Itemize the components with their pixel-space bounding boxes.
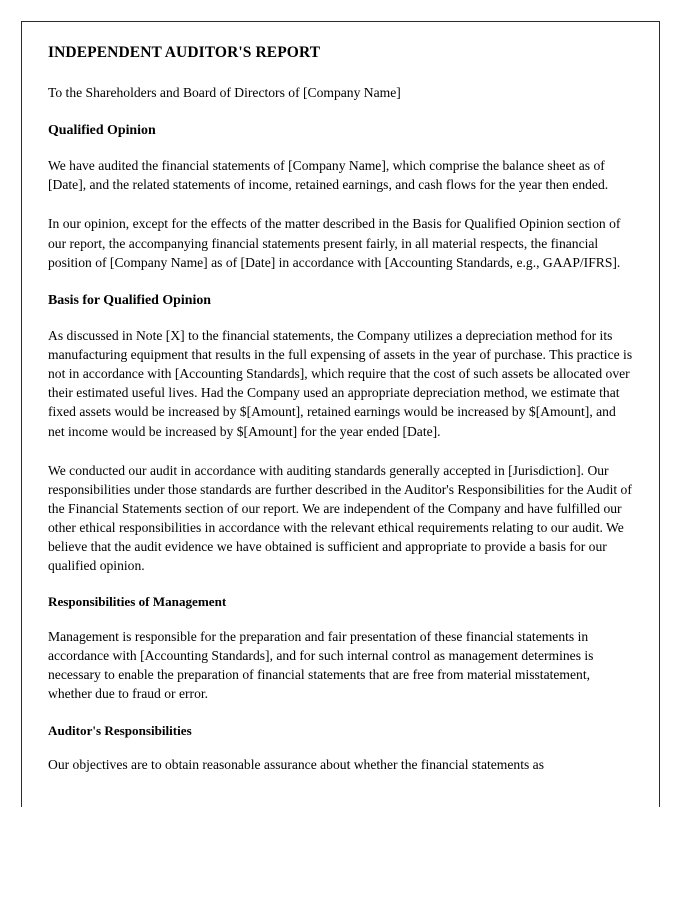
paragraph-opinion-statement: In our opinion, except for the effects of the matter described in the Basis for Qualified Opinion section of our report, the accompanying financial statements present fairly, in all material respects, the financial position of [Company Name] as of [Date] in accordance with [Accounting Standards, e.g., GAAP/IFRS]. xyxy=(48,216,621,270)
section-heading-auditors-responsibilities: Auditor's Responsibilities xyxy=(48,722,192,738)
document-page xyxy=(21,21,660,807)
paragraph-audited-statements: We have audited the financial statements of [Company Name], which comprise the balance sheet as of [Date], and the related statements of income, retained earnings, and cash flows for the year then ended. xyxy=(48,158,609,193)
page-title: INDEPENDENT AUDITOR'S REPORT xyxy=(48,44,321,61)
paragraph-depreciation-method: As discussed in Note [X] to the financial statements, the Company utilizes a depreciation method for its manufacturing equipment that results in the full expensing of assets in the year of purchase. This practice is not in accordance with [Accounting Standards], which require that the cost of such assets be allocated over their estimated useful lives. Had the Company used an appropriate depreciation method, we estimate that fixed assets would be increased by $[Amount], retained earnings would be increased by $[Amount], and net income would be increased by $[Amount] for the year ended [Date]. xyxy=(48,328,633,439)
section-basis-for-qualified-opinion xyxy=(48,292,635,576)
section-heading-responsibilities-of-management: Responsibilities of Management xyxy=(48,594,227,610)
paragraph-management-responsibility: Management is responsible for the preparation and fair presentation of these financial statements in accordance with [Accounting Standards], and for such internal control as management determines is necessary to enable the preparation of financial statements that are free from material misstatement, whether due to fraud or error. xyxy=(48,628,594,701)
section-heading-qualified-opinion: Qualified Opinion xyxy=(48,122,156,138)
section-auditors-responsibilities xyxy=(48,723,635,774)
paragraph-audit-conduct: We conducted our audit in accordance with auditing standards generally accepted in [Jurisdiction]. Our responsibilities under those standards are further described in the Auditor's Responsibilities for the Audit of the Financial Statements section of our report. We are independent of the Company and have fulfilled our other ethical responsibilities in accordance with the relevant ethical requirements relating to our audit. We believe that the audit evidence we have obtained is sufficient and appropriate to provide a basis for our qualified opinion. xyxy=(48,462,632,574)
section-qualified-opinion xyxy=(48,122,635,272)
section-responsibilities-of-management xyxy=(48,594,635,703)
addressee-line: To the Shareholders and Board of Directors of [Company Name] xyxy=(48,84,401,100)
paragraph-auditor-objectives: Our objectives are to obtain reasonable assurance about whether the financial statements as xyxy=(48,757,544,773)
section-heading-basis-for-qualified-opinion: Basis for Qualified Opinion xyxy=(48,292,211,308)
document-body xyxy=(22,22,659,774)
